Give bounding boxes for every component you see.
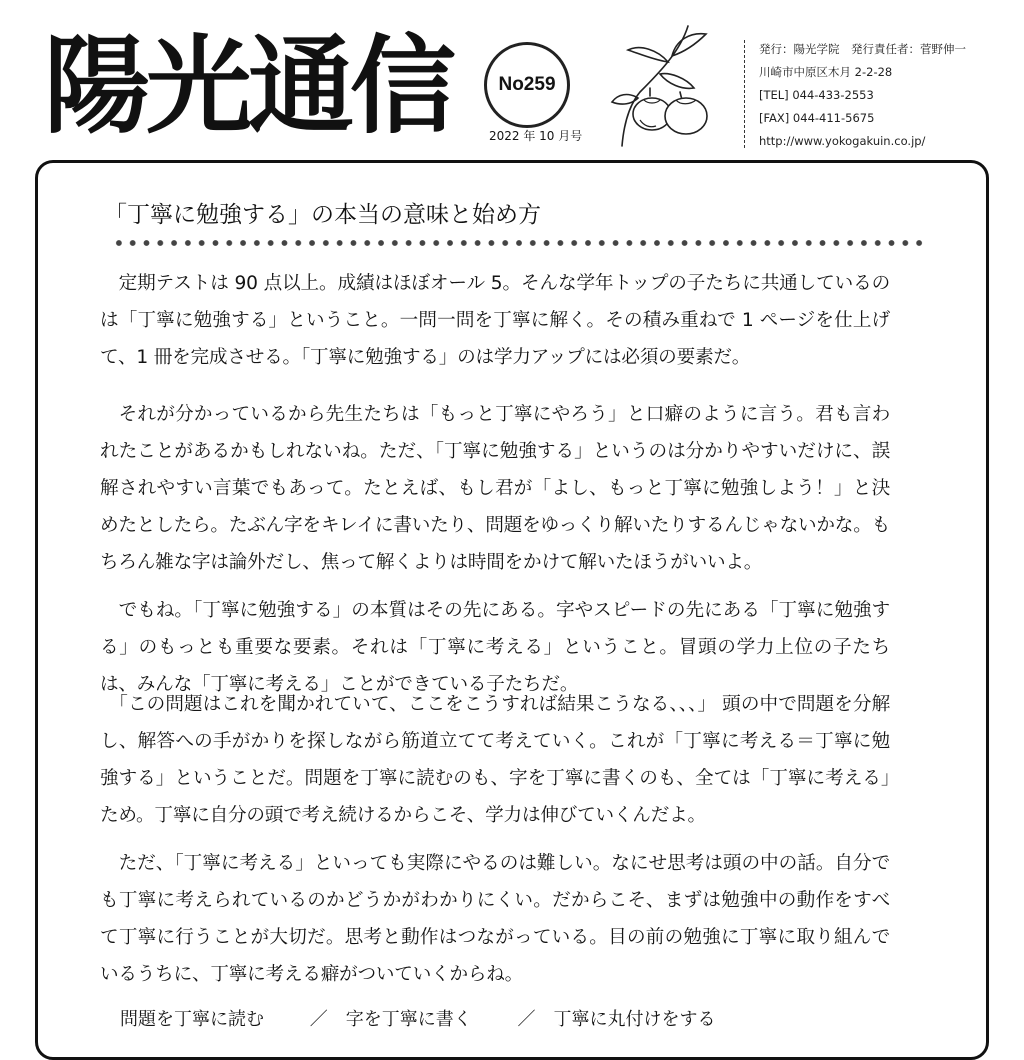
study-checklist bbox=[120, 1005, 755, 1031]
publisher-url[interactable]: http://www.yokogakuin.co.jp/ bbox=[759, 134, 926, 148]
article-paragraph: 「この問題はこれを聞かれていて、ここをこうすれば結果こうなる、、、」 頭の中で問題を分解し、解答への手がかりを探しながら筋道立てて考えていく。これが「丁寧に考える＝丁寧に勉強する」ということだ。問題を丁寧に読むのも、字を丁寧に書くのも、全ては「丁寧に考える」ため。丁寧に自分の頭で考え続けるからこそ、学力は伸びていくんだよ。 bbox=[100, 694, 890, 826]
publisher-line: 発行：陽光学院 発行責任者：菅野伸一 bbox=[759, 42, 966, 56]
checklist-item: ／ 字を丁寧に書く bbox=[309, 1009, 472, 1030]
article-title: 「丁寧に勉強する」の本当の意味と始め方 bbox=[104, 202, 541, 228]
article-paragraph: 定期テストは 90 点以上。成績はほぼオール 5。そんな学年トップの子たちに共通しているのは「丁寧に勉強する」ということ。一問一問を丁寧に解く。その積み重ねで 1 ページを仕上げて、1 冊を完成させる。「丁寧に勉強する」のは学力アップには必須の要素だ。 bbox=[100, 273, 890, 368]
article-paragraph: それが分かっているから先生たちは「もっと丁寧にやろう」と口癖のように言う。君も言われたことがあるかもしれないね。ただ、「丁寧に勉強する」というのは分かりやすいだけに、誤解されやすい言葉でもあって。たとえば、もし君が「よし、もっと丁寧に勉強しよう！」と決めたとしたら。たぶん字をキレイに書いたり、問題をゆっくり解いたりするんじゃないかな。もちろん雑な字は論外だし、焦って解くよりは時間をかけて解いたほうがいいよ。 bbox=[100, 404, 890, 573]
issue-number-badge: No259 bbox=[484, 42, 570, 128]
article-paragraph: ただ、「丁寧に考える」といっても実際にやるのは難しい。なにせ思考は頭の中の話。自分でも丁寧に考えられているのかどうかがわかりにくい。だからこそ、まずは勉強中の動作をすべて丁寧に行うことが大切だ。思考と動作はつながっている。目の前の勉強に丁寧に取り組んでいるうちに、丁寧に考える癖がついていくからね。 bbox=[100, 853, 890, 985]
header-divider bbox=[744, 40, 746, 148]
checklist-item: ／ 丁寧に丸付けをする bbox=[517, 1009, 716, 1030]
dotted-divider bbox=[112, 236, 924, 250]
publisher-address: 川崎市中原区木月 2-2-28 bbox=[759, 65, 893, 79]
publisher-info bbox=[759, 38, 966, 153]
persimmon-branch-icon bbox=[610, 22, 720, 152]
issue-date: 2022 年 10 月号 bbox=[489, 129, 583, 143]
newsletter-title: 陽光通信 bbox=[44, 25, 452, 148]
checklist-item: 問題を丁寧に読む bbox=[120, 1009, 264, 1030]
publisher-tel: [TEL] 044-433-2553 bbox=[759, 88, 874, 102]
article-paragraph: でもね。「丁寧に勉強する」の本質はその先にある。字やスピードの先にある「丁寧に勉強する」のもっとも重要な要素。それは「丁寧に考える」ということ。冒頭の学力上位の子たちは、みんな「丁寧に考える」ことができている子たちだ。 bbox=[100, 600, 890, 695]
publisher-fax: [FAX] 044-411-5675 bbox=[759, 111, 875, 125]
